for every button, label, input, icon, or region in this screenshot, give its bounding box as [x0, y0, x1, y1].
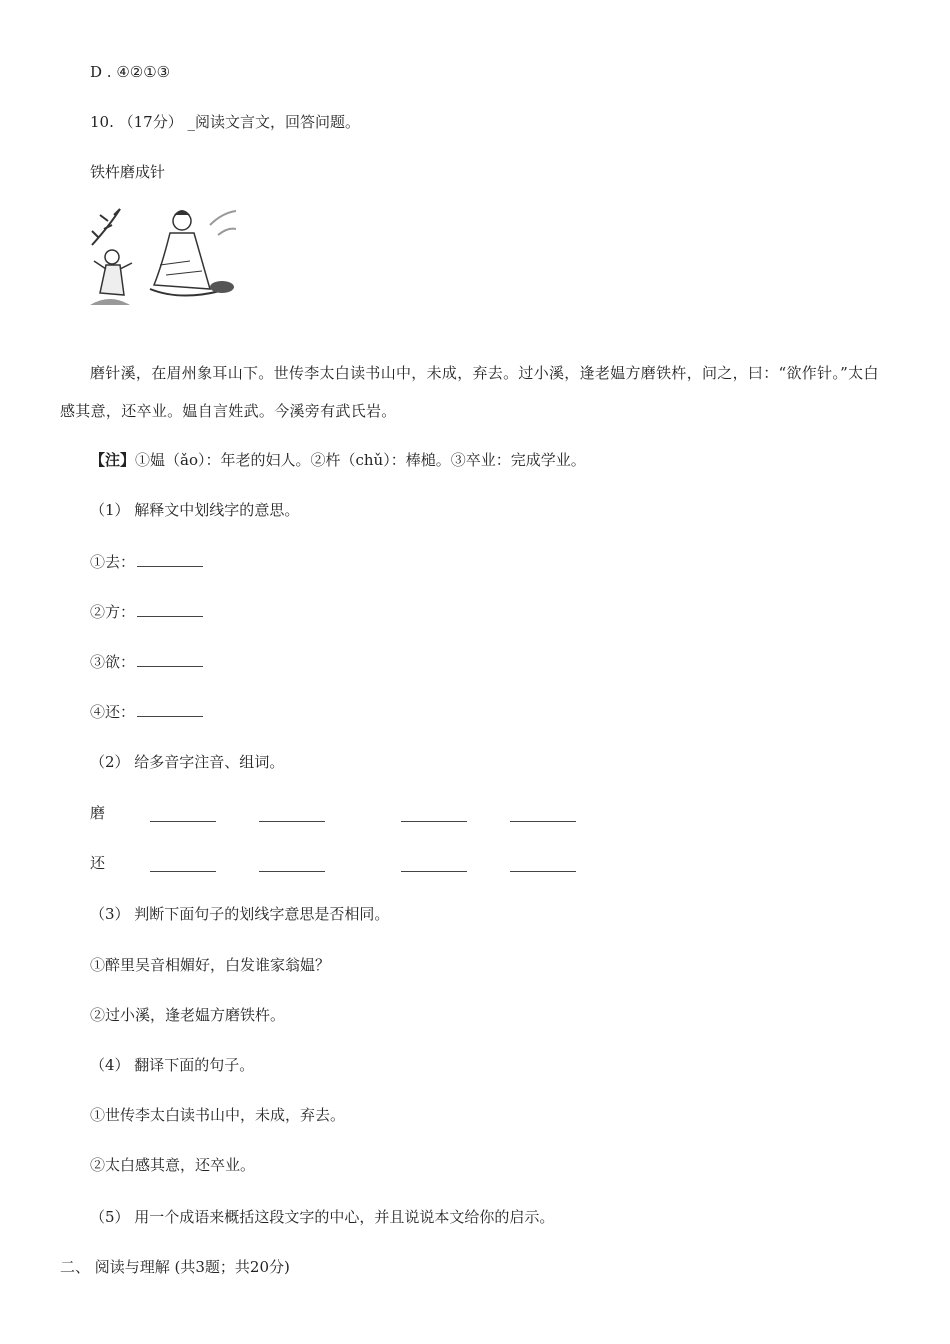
passage-text: 磨针溪，在眉州象耳山下。世传李太白读书山中，未成，弃去。过小溪，逢老媪方磨铁杵，问之，曰：“欲作针。”太白感其意，还卒业。媪自言姓武。今溪旁有武氏岩。 [60, 364, 879, 420]
answer-label: ④还： [90, 703, 136, 721]
note-label: 【注】 [90, 451, 136, 469]
pinyin-blank[interactable] [150, 870, 216, 872]
story-illustration [90, 205, 236, 313]
option-d: D . ④②①③ [90, 63, 171, 81]
answer-item-1 [90, 552, 203, 572]
answer-blank[interactable] [137, 652, 203, 667]
answer-blank[interactable] [137, 702, 203, 717]
pinyin-blank[interactable] [401, 870, 467, 872]
sub-question-5: （5） 用一个成语来概括这段文字的中心，并且说说本文给你的启示。 [90, 1208, 555, 1226]
polyphone-char-2: 还 [90, 854, 106, 872]
pinyin-blank[interactable] [150, 820, 216, 822]
question-10-header: 10. （17分） _阅读文言文，回答问题。 [90, 113, 360, 131]
note [90, 450, 586, 470]
section-2-header: 二、 阅读与理解 (共3题；共20分) [60, 1258, 290, 1276]
polyphone-char-1: 磨 [90, 804, 106, 822]
answer-blank[interactable] [137, 602, 203, 617]
sub-question-2: （2） 给多音字注音、组词。 [90, 753, 285, 771]
answer-label: ①去： [90, 553, 136, 571]
answer-item-2 [90, 602, 203, 622]
sub-question-1: （1） 解释文中划线字的意思。 [90, 501, 300, 519]
word-blank[interactable] [259, 820, 325, 822]
compare-sentence-2: ②过小溪，逢老媪方磨铁杵。 [90, 1006, 286, 1024]
translate-sentence-1: ①世传李太白读书山中，未成，弃去。 [90, 1106, 346, 1124]
passage-title: 铁杵磨成针 [90, 163, 166, 181]
answer-item-4 [90, 702, 203, 722]
word-blank[interactable] [259, 870, 325, 872]
pinyin-blank[interactable] [401, 820, 467, 822]
answer-label: ③欲： [90, 653, 136, 671]
translate-sentence-2: ②太白感其意，还卒业。 [90, 1156, 256, 1174]
answer-label: ②方： [90, 603, 136, 621]
sub-question-3: （3） 判断下面句子的划线字意思是否相同。 [90, 905, 390, 923]
answer-item-3 [90, 652, 203, 672]
note-text: ①媪（ǎo）：年老的妇人。②杵（chǔ）：棒槌。③卒业：完成学业。 [135, 451, 586, 469]
compare-sentence-1: ①醉里吴音相媚好，白发谁家翁媪？ [90, 956, 331, 974]
sub-question-4: （4） 翻译下面的句子。 [90, 1056, 255, 1074]
word-blank[interactable] [510, 820, 576, 822]
answer-blank[interactable] [137, 552, 203, 567]
word-blank[interactable] [510, 870, 576, 872]
